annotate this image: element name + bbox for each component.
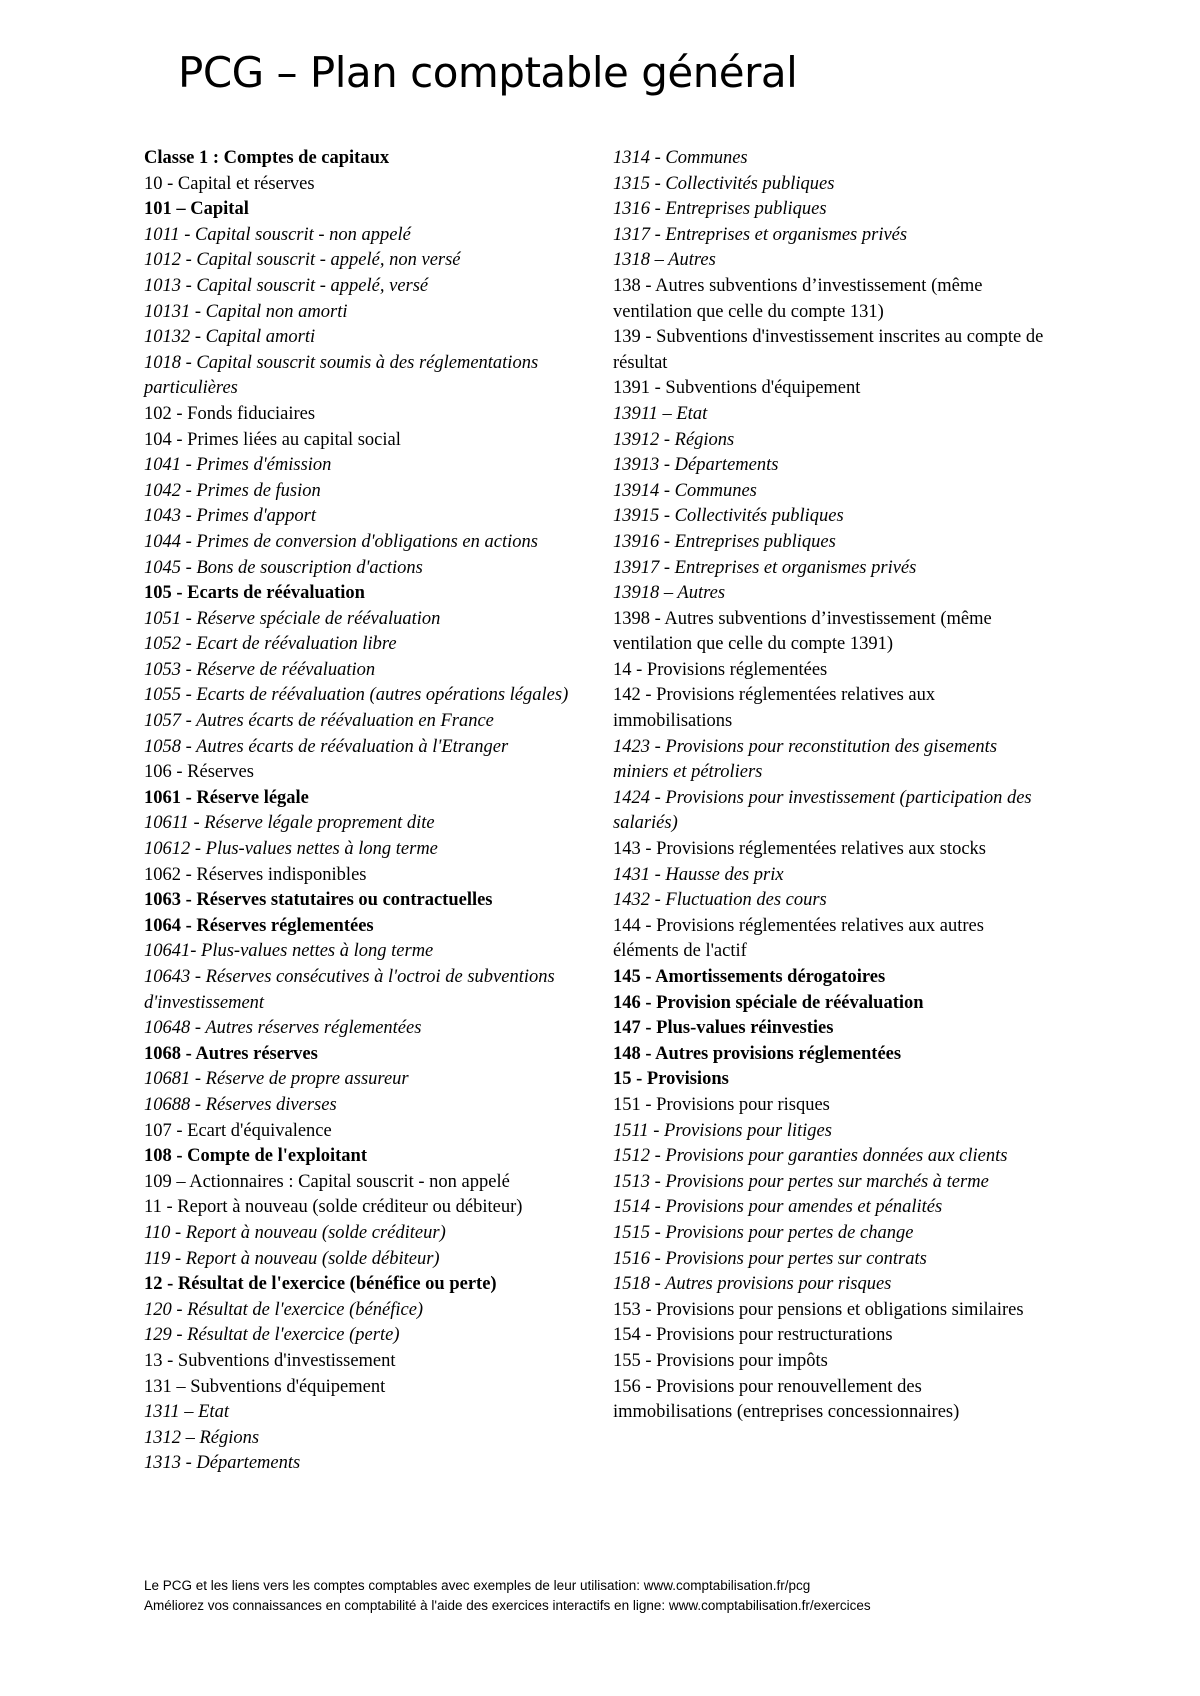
account-entry: 1011 - Capital souscrit - non appelé	[144, 224, 411, 245]
account-heading: Classe 1 : Comptes de capitaux	[144, 148, 390, 168]
account-heading: 148 - Autres provisions réglementées	[613, 1043, 902, 1064]
account-entry: 1012 - Capital souscrit - appelé, non versé	[144, 250, 461, 271]
account-entry: 143 - Provisions réglementées relatives aux stocks	[613, 839, 986, 860]
account-entry: 1424 - Provisions pour investissement (participation des salariés)	[613, 787, 1032, 834]
account-heading: 15 - Provisions	[613, 1069, 729, 1090]
account-entry: 1423 - Provisions pour reconstitution des gisements miniers et pétroliers	[613, 736, 998, 783]
account-entry: 1313 - Départements	[144, 1453, 301, 1474]
account-entry: 13911 – Etat	[613, 403, 708, 424]
account-entry: 1316 - Entreprises publiques	[613, 199, 827, 220]
account-entry: 1013 - Capital souscrit - appelé, versé	[144, 275, 429, 296]
account-heading: 1061 - Réserve légale	[144, 787, 309, 808]
account-entry: 13918 – Autres	[613, 583, 726, 604]
account-entry: 1058 - Autres écarts de réévaluation à l'Etranger	[144, 736, 509, 757]
account-entry: 155 - Provisions pour impôts	[613, 1350, 828, 1371]
account-entry: 1514 - Provisions pour amendes et pénalités	[613, 1197, 943, 1218]
account-entry: 1516 - Provisions pour pertes sur contrats	[613, 1248, 927, 1269]
account-entry: 129 - Résultat de l'exercice (perte)	[144, 1325, 400, 1346]
account-heading: 12 - Résultat de l'exercice (bénéfice ou perte)	[144, 1274, 497, 1295]
account-entry: 1312 – Régions	[144, 1427, 260, 1448]
account-entry: 1432 - Fluctuation des cours	[613, 890, 827, 911]
account-entry: 10688 - Réserves diverses	[144, 1094, 337, 1115]
account-entry: 1057 - Autres écarts de réévaluation en France	[144, 711, 494, 732]
account-entry: 1051 - Réserve spéciale de réévaluation	[144, 608, 441, 629]
account-entry: 131 – Subventions d'équipement	[144, 1376, 386, 1397]
account-entry: 1018 - Capital souscrit soumis à des réglementations particulières	[144, 352, 539, 399]
account-heading: 145 - Amortissements dérogatoires	[613, 967, 886, 987]
page-title: PCG – Plan comptable général	[178, 48, 798, 97]
account-entry: 1317 - Entreprises et organismes privés	[613, 224, 908, 245]
account-heading: 1064 - Réserves réglementées	[144, 915, 374, 936]
account-heading: 146 - Provision spéciale de réévaluation	[613, 992, 924, 1013]
account-entry: 13915 - Collectivités publiques	[613, 506, 844, 527]
account-entry: 11 - Report à nouveau (solde créditeur ou débiteur)	[144, 1197, 523, 1218]
account-entry: 1391 - Subventions d'équipement	[613, 378, 861, 399]
account-entry: 144 - Provisions réglementées relatives aux autres éléments de l'actif	[613, 915, 984, 962]
account-entry: 1431 - Hausse des prix	[613, 864, 784, 885]
account-entry: 1045 - Bons de souscription d'actions	[144, 557, 423, 578]
account-entry: 13914 - Communes	[613, 480, 757, 501]
account-entry: 10131 - Capital non amorti	[144, 301, 348, 322]
account-entry: 138 - Autres subventions d’investissement (même ventilation que celle du compte 131)	[613, 275, 983, 322]
account-entry: 10681 - Réserve de propre assureur	[144, 1069, 409, 1090]
account-entry: 10132 - Capital amorti	[144, 327, 316, 348]
account-entry: 151 - Provisions pour risques	[613, 1094, 830, 1115]
account-entry: 1511 - Provisions pour litiges	[613, 1120, 832, 1141]
account-entry: 1318 – Autres	[613, 250, 716, 271]
account-entry: 102 - Fonds fiduciaires	[144, 403, 316, 424]
account-entry: 142 - Provisions réglementées relatives aux immobilisations	[613, 685, 936, 732]
account-entry: 13917 - Entreprises et organismes privés	[613, 557, 917, 578]
account-heading: 1068 - Autres réserves	[144, 1043, 318, 1064]
account-heading: 105 - Ecarts de réévaluation	[144, 583, 365, 604]
account-entry: 1053 - Réserve de réévaluation	[144, 659, 376, 680]
account-entry: 1042 - Primes de fusion	[144, 480, 321, 501]
account-entry: 1513 - Provisions pour pertes sur marchés à terme	[613, 1171, 989, 1192]
account-entry: 156 - Provisions pour renouvellement des immobilisations (entreprises concessionnaires)	[613, 1376, 960, 1423]
account-entry: 13 - Subventions d'investissement	[144, 1350, 396, 1371]
account-entry: 1311 – Etat	[144, 1402, 229, 1423]
account-entry: 119 - Report à nouveau (solde débiteur)	[144, 1248, 440, 1269]
account-entry: 10648 - Autres réserves réglementées	[144, 1018, 422, 1039]
account-entry: 1518 - Autres provisions pour risques	[613, 1274, 892, 1295]
account-entry: 10643 - Réserves consécutives à l'octroi de subventions d'investissement	[144, 967, 555, 1013]
account-entry: 10612 - Plus-values nettes à long terme	[144, 839, 438, 860]
account-heading: 108 - Compte de l'exploitant	[144, 1146, 368, 1167]
account-entry: 10641- Plus-values nettes à long terme	[144, 941, 434, 962]
footer-line-exercices-link: Améliorez vos connaissances en comptabilité à l'aide des exercices interactifs en ligne: www.comptabilisation.fr/exercices	[144, 1598, 871, 1613]
footer-line-pcg-link: Le PCG et les liens vers les comptes comptables avec exemples de leur utilisation: www.comptabilisation.fr/pcg	[144, 1578, 811, 1593]
account-heading: 147 - Plus-values réinvesties	[613, 1018, 834, 1039]
account-entry: 154 - Provisions pour restructurations	[613, 1325, 893, 1346]
account-entry: 10611 - Réserve légale proprement dite	[144, 813, 435, 834]
account-entry: 10 - Capital et réserves	[144, 173, 315, 194]
account-entry: 13916 - Entreprises publiques	[613, 531, 836, 552]
account-heading: 1063 - Réserves statutaires ou contractuelles	[144, 890, 493, 911]
account-entry: 1398 - Autres subventions d’investissement (même ventilation que celle du compte 1391)	[613, 608, 992, 655]
account-heading: 101 – Capital	[144, 199, 249, 220]
account-entry: 1512 - Provisions pour garanties données aux clients	[613, 1146, 1008, 1167]
account-entry: 1062 - Réserves indisponibles	[144, 864, 367, 885]
left-column	[144, 146, 606, 1477]
account-entry: 104 - Primes liées au capital social	[144, 429, 401, 450]
account-entry: 107 - Ecart d'équivalence	[144, 1120, 332, 1141]
account-entry: 1515 - Provisions pour pertes de change	[613, 1222, 914, 1243]
account-entry: 110 - Report à nouveau (solde créditeur)	[144, 1222, 446, 1243]
account-entry: 1043 - Primes d'apport	[144, 506, 316, 527]
footer	[144, 1576, 1144, 1616]
account-entry: 14 - Provisions réglementées	[613, 659, 828, 680]
account-entry: 1041 - Primes d'émission	[144, 455, 332, 476]
account-entry: 109 – Actionnaires : Capital souscrit - non appelé	[144, 1171, 510, 1192]
account-entry: 139 - Subventions d'investissement inscrites au compte de résultat	[613, 327, 1044, 373]
account-entry: 1044 - Primes de conversion d'obligations en actions	[144, 531, 538, 552]
account-entry: 13913 - Départements	[613, 455, 779, 476]
account-entry: 13912 - Régions	[613, 429, 735, 450]
account-entry: 1055 - Ecarts de réévaluation (autres opérations légales)	[144, 685, 569, 706]
account-entry: 1314 - Communes	[613, 148, 748, 168]
account-entry: 153 - Provisions pour pensions et obligations similaires	[613, 1299, 1024, 1320]
account-entry: 120 - Résultat de l'exercice (bénéfice)	[144, 1299, 424, 1320]
right-column	[613, 146, 1045, 1426]
account-entry: 106 - Réserves	[144, 762, 254, 783]
account-entry: 1052 - Ecart de réévaluation libre	[144, 634, 397, 655]
account-entry: 1315 - Collectivités publiques	[613, 173, 835, 194]
